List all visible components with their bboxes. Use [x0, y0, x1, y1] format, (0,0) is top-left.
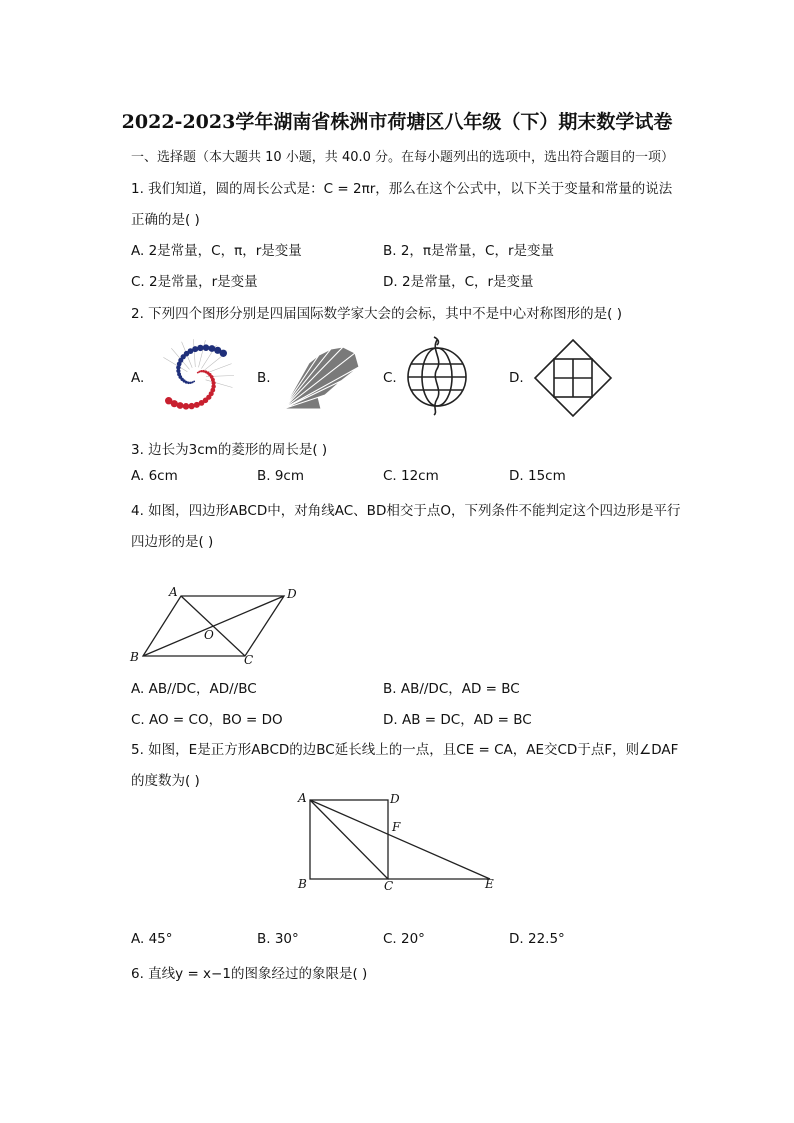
- q2-logo-d-squares: [533, 339, 613, 419]
- spiral-dot: [203, 344, 210, 351]
- q5-stem-line1: 5. 如图，E是正方形ABCD的边BC延长线上的一点，且CE = CA，AE交CD于点F，则∠DAF: [131, 742, 679, 758]
- q4-option-d[interactable]: D. AB = DC，AD = BC: [383, 712, 532, 728]
- q1-option-d[interactable]: D. 2是常量，C，r是变量: [383, 274, 534, 290]
- spiral-dot: [183, 403, 190, 410]
- q5-label-e: E: [485, 877, 494, 891]
- q5-stem-line2: 的度数为( ): [131, 773, 200, 789]
- spiral-ray: [163, 357, 187, 371]
- q4-option-b[interactable]: B. AB//DC，AD = BC: [383, 681, 520, 697]
- spiral-dot: [220, 350, 227, 357]
- q2-option-c-label[interactable]: C.: [383, 370, 397, 386]
- spiral-ray: [205, 364, 231, 374]
- spiral-dot: [192, 346, 198, 352]
- spiral-ray: [199, 340, 206, 367]
- q5-option-a[interactable]: A. 45°: [131, 931, 173, 947]
- q5-option-b[interactable]: B. 30°: [257, 931, 299, 947]
- q5-label-d: D: [390, 792, 400, 806]
- q5-label-a: A: [298, 791, 307, 805]
- q3-option-a[interactable]: A. 6cm: [131, 468, 178, 484]
- q4-option-a[interactable]: A. AB//DC，AD//BC: [131, 681, 257, 697]
- q1-stem-line1: 1. 我们知道，圆的周长公式是：C = 2πr，那么在这个公式中，以下关于变量和常量的说法: [131, 181, 673, 197]
- q3-option-b[interactable]: B. 9cm: [257, 468, 305, 484]
- q1-option-a[interactable]: A. 2是常量，C，π，r是变量: [131, 243, 302, 259]
- q2-option-a-label[interactable]: A.: [131, 370, 145, 386]
- spiral-ray: [206, 380, 233, 388]
- q4-parallelogram-figure: [128, 584, 308, 668]
- q5-option-c[interactable]: C. 20°: [383, 931, 425, 947]
- q2-logo-a-spiral: [155, 338, 237, 416]
- q3-option-d[interactable]: D. 15cm: [509, 468, 566, 484]
- q1-stem-line2: 正确的是( ): [131, 212, 200, 228]
- q5-square-figure: [300, 790, 500, 890]
- q4-label-o: O: [204, 628, 214, 642]
- q5-label-f: F: [392, 820, 401, 834]
- q1-option-c[interactable]: C. 2是常量，r是变量: [131, 274, 258, 290]
- spiral-dot: [198, 371, 200, 373]
- q3-stem: 3. 边长为3cm的菱形的周长是( ): [131, 442, 328, 458]
- q4-label-d: D: [287, 587, 297, 601]
- q2-logo-b-fan: [281, 337, 361, 411]
- spiral-dot: [165, 397, 172, 404]
- q5-label-b: B: [298, 877, 307, 891]
- page-title: 2022-2023学年湖南省株洲市荷塘区八年级（下）期末数学试卷: [121, 111, 673, 133]
- q5-option-d[interactable]: D. 22.5°: [509, 931, 565, 947]
- q4-stem-line2: 四边形的是( ): [131, 534, 214, 550]
- spiral-dot: [192, 381, 194, 383]
- q1-option-b[interactable]: B. 2，π是常量，C，r是变量: [383, 243, 555, 259]
- q2-option-d-label[interactable]: D.: [509, 370, 524, 386]
- q3-option-c[interactable]: C. 12cm: [383, 468, 439, 484]
- q2-option-b-label[interactable]: B.: [257, 370, 271, 386]
- spiral-dot: [188, 403, 194, 409]
- q6-stem: 6. 直线y = x−1的图象经过的象限是( ): [131, 966, 368, 982]
- spiral-ray: [193, 339, 195, 367]
- q4-label-b: B: [130, 650, 139, 664]
- spiral-dot: [197, 345, 203, 351]
- q2-stem: 2. 下列四个图形分别是四届国际数学家大会的会标，其中不是中心对称图形的是( ): [131, 306, 622, 322]
- q4-option-c[interactable]: C. AO = CO，BO = DO: [131, 712, 283, 728]
- q4-label-a: A: [169, 585, 178, 599]
- q2-logo-c-globe: [404, 335, 470, 417]
- section-heading: 一、选择题（本大题共 10 小题，共 40.0 分。在每小题列出的选项中，选出符合题目的一项）: [131, 150, 675, 165]
- q4-label-c: C: [244, 653, 254, 667]
- spiral-dot: [194, 402, 200, 408]
- q4-stem-line1: 4. 如图，四边形ABCD中，对角线AC、BD相交于点O，下列条件不能判定这个四边形是平行: [131, 503, 681, 519]
- q5-label-c: C: [384, 879, 394, 893]
